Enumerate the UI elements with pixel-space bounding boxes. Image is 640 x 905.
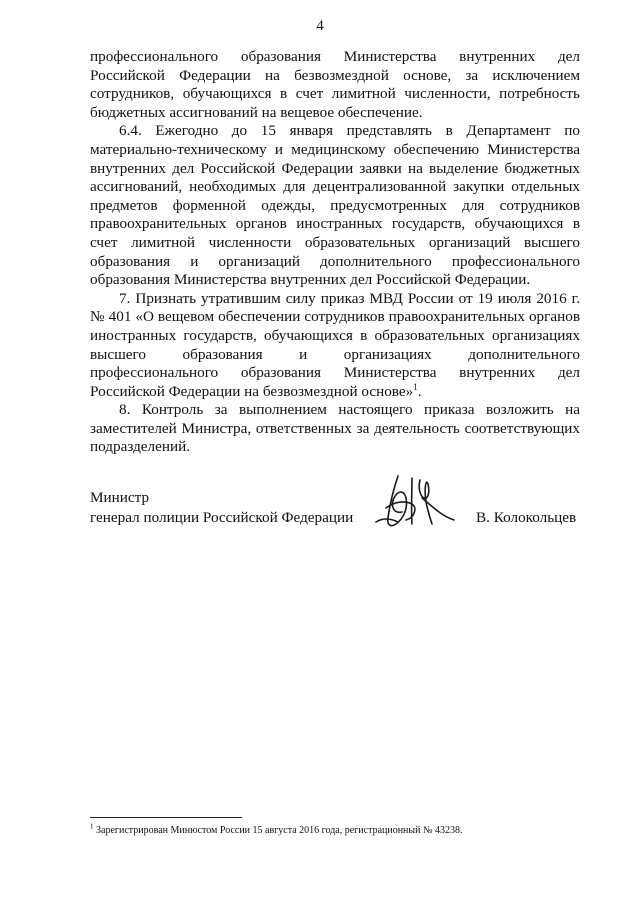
paragraph-6-4: 6.4. Ежегодно до 15 января представлять в Департамент по материально-техническому и медицинскому обеспечению Министерства внутренних дел Российской Федерации заявки на выделение бюджетных ассигнований, необходимых для децентрализованной закупки отдельных предметов форменной одежды, предусмотренных для сотрудников правоохранительных органов иностранных государств, обучающихся в счет лимитной численности образовательных организаций высшего образования и организаций дополнительного профессионального образования Министерства внутренних дел Российской Федерации. [90,122,580,289]
footnote-text: Зарегистрирован Минюстом России 15 августа 2016 года, регистрационный № 43238. [96,825,463,836]
handwritten-signature [368,468,458,534]
signatory-title: Министр [90,489,150,506]
footnote [90,824,463,837]
footnote-reference: 1 [413,381,418,392]
paragraph-7: 7. Признать утратившим силу приказ МВД России от 19 июля 2016 г. № 401 «О вещевом обеспечении сотрудников правоохранительных органов иностранных государств, обучающихся в образовательных организациях высшего образования и организациях дополнительного профессионального образования Министерства внутренних дел Российской Федерации на безвозмездной основе»$^1$. [90,289,580,400]
signatory-rank: генерал полиции Российской Федерации [90,509,354,526]
paragraph-continuation: профессионального образования Министерства внутренних дел Российской Федерации на безвозмездной основе, за исключением сотрудников, обучающихся в счет лимитной численности, потребность бюджетных ассигнований на вещевое обеспечение. [90,48,580,121]
document-body [90,48,580,457]
signatory-name: В. Колокольцев [476,509,577,526]
footnote-mark: 1 [90,822,94,831]
paragraph-7-text: 7. Признать утратившим силу приказ МВД России от 19 июля 2016 г. № 401 «О вещевом обеспечении сотрудников правоохранительных органов иностранных государств, обучающихся в образовательных организациях высшего образования и организациях дополнительного профессионального образования Министерства внутренних дел Российской Федерации на безвозмездной основе» [90,289,580,400]
signatory-block [90,488,353,528]
footnote-divider [90,817,242,818]
page-number: 4 [316,18,324,34]
paragraph-8: 8. Контроль за выполнением настоящего приказа возложить на заместителей Министра, ответственных за деятельность соответствующих подразделений. [90,401,580,456]
